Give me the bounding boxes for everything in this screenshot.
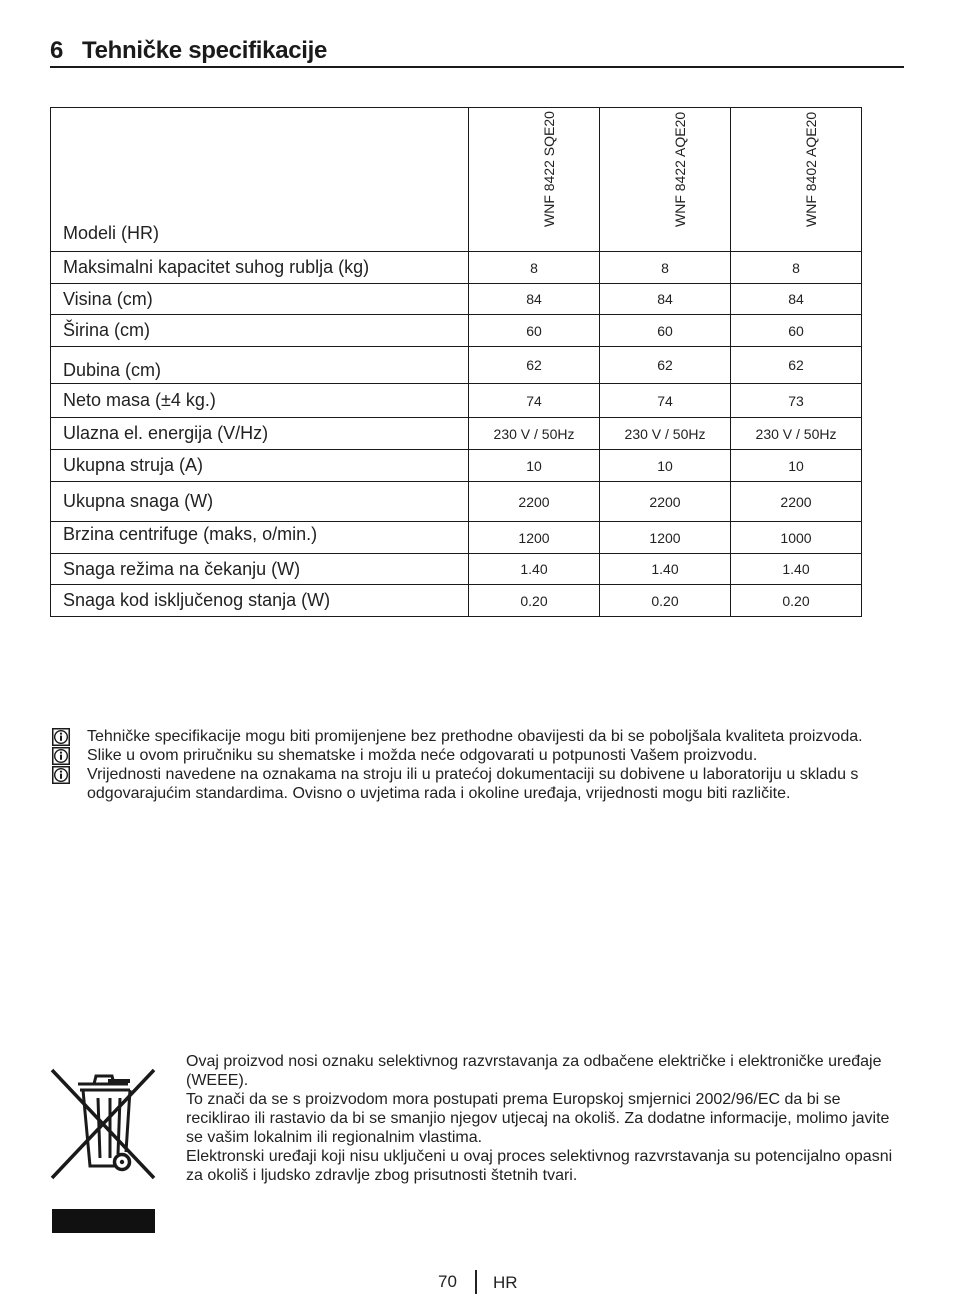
model-name: WNF 8422 AQE20: [672, 111, 688, 227]
info-icon: [52, 766, 70, 784]
spec-header-label: Modeli (HR): [51, 108, 469, 252]
weee-black-bar: [52, 1209, 155, 1233]
note-item: [50, 765, 920, 803]
spec-value: 8: [731, 252, 862, 284]
spec-value: 74: [600, 384, 731, 418]
spec-row-label: Ulazna el. energija (V/Hz): [51, 418, 469, 450]
spec-value: 84: [600, 284, 731, 315]
note-item: [50, 746, 920, 765]
spec-row-label: Brzina centrifuge (maks, o/min.): [51, 522, 469, 554]
spec-value: 1200: [600, 522, 731, 554]
spec-value: 1.40: [731, 554, 862, 585]
spec-row-label: Ukupna snaga (W): [51, 482, 469, 522]
spec-row-label: Visina (cm): [51, 284, 469, 315]
spec-value: 62: [731, 347, 862, 384]
note-text: Vrijednosti navedene na oznakama na stroju ili u pratećoj dokumentaciji su dobivene u laboratoriju u skladu s odgovarajućim standardima. Ovisno o uvjetima rada i okoline uređaja, vrijednosti mogu biti različite.: [87, 766, 859, 802]
page-number: 70: [438, 1272, 457, 1291]
spec-value: 8: [469, 252, 600, 284]
spec-row-label: Širina (cm): [51, 315, 469, 347]
spec-value: 74: [469, 384, 600, 418]
spec-row: [51, 522, 862, 554]
spec-value: 230 V / 50Hz: [731, 418, 862, 450]
info-icon: [52, 747, 70, 765]
spec-value: 230 V / 50Hz: [469, 418, 600, 450]
section-title: [50, 36, 904, 68]
spec-value: 0.20: [600, 585, 731, 617]
spec-row: [51, 315, 862, 347]
footer-divider: [475, 1270, 477, 1294]
spec-row-label: Snaga kod isključenog stanja (W): [51, 585, 469, 617]
model-name: WNF 8402 AQE20: [803, 111, 819, 227]
spec-row: [51, 252, 862, 284]
spec-value: 1.40: [600, 554, 731, 585]
spec-header-row: [51, 108, 862, 252]
spec-table: [50, 107, 862, 617]
spec-value: 10: [600, 450, 731, 482]
spec-row: [51, 482, 862, 522]
spec-value: 230 V / 50Hz: [600, 418, 731, 450]
model-cell: [731, 108, 862, 252]
spec-value: 1.40: [469, 554, 600, 585]
spec-value: 73: [731, 384, 862, 418]
section-number: 6: [50, 37, 64, 64]
spec-row: [51, 418, 862, 450]
model-name: WNF 8422 SQE20: [541, 111, 557, 227]
spec-row-label: Maksimalni kapacitet suhog rublja (kg): [51, 252, 469, 284]
spec-row-label: Snaga režima na čekanju (W): [51, 554, 469, 585]
model-cell: [600, 108, 731, 252]
note-item: [50, 727, 920, 746]
spec-value: 10: [731, 450, 862, 482]
spec-row: [51, 347, 862, 384]
info-icon: [52, 728, 70, 746]
spec-value: 1200: [469, 522, 600, 554]
spec-value: 60: [731, 315, 862, 347]
notes-list: [50, 727, 920, 803]
spec-value: 84: [731, 284, 862, 315]
spec-row-label: Neto masa (±4 kg.): [51, 384, 469, 418]
spec-value: 62: [469, 347, 600, 384]
spec-value: 62: [600, 347, 731, 384]
spec-row: [51, 450, 862, 482]
spec-value: 2200: [469, 482, 600, 522]
spec-value: 1000: [731, 522, 862, 554]
note-text: Slike u ovom priručniku su shematske i možda neće odgovarati u potpunosti Vašem proizvodu.: [87, 747, 758, 764]
spec-row: [51, 284, 862, 315]
section-title-text: Tehničke specifikacije: [82, 37, 328, 64]
weee-paragraph: Ovaj proizvod nosi oznaku selektivnog razvrstavanja za odbačene električke i elektroničke uređaje (WEEE).: [186, 1053, 882, 1089]
spec-value: 60: [600, 315, 731, 347]
model-cell: [469, 108, 600, 252]
spec-value: 2200: [600, 482, 731, 522]
crossed-out-wheelie-bin-icon: [50, 1062, 156, 1184]
page-footer: [0, 1270, 954, 1298]
spec-row: [51, 554, 862, 585]
language-code: HR: [493, 1273, 518, 1292]
spec-value: 8: [600, 252, 731, 284]
weee-paragraph: To znači da se s proizvodom mora postupati prema Europskoj smjernici 2002/96/EC da bi se reciklirao ili rastavio da bi se smanjio njegov utjecaj na okoliš. Za dodatne informacije, molimo javite se vašim lokalnim ili regionalnim vlastima.: [186, 1091, 890, 1146]
spec-value: 10: [469, 450, 600, 482]
spec-row-label: Dubina (cm): [51, 347, 469, 384]
spec-row: [51, 585, 862, 617]
spec-value: 60: [469, 315, 600, 347]
spec-row-label: Ukupna struja (A): [51, 450, 469, 482]
note-text: Tehničke specifikacije mogu biti promijenjene bez prethodne obavijesti da bi se poboljšala kvaliteta proizvoda.: [87, 728, 863, 745]
weee-paragraph: Elektronski uređaji koji nisu uključeni u ovaj proces selektivnog razvrstavanja su potencijalno opasni za okoliš i ljudsko zdravlje zbog prisutnosti štetnih tvari.: [186, 1148, 893, 1184]
spec-row: [51, 384, 862, 418]
weee-text: [186, 1052, 906, 1185]
spec-value: 84: [469, 284, 600, 315]
spec-value: 2200: [731, 482, 862, 522]
spec-value: 0.20: [469, 585, 600, 617]
spec-value: 0.20: [731, 585, 862, 617]
